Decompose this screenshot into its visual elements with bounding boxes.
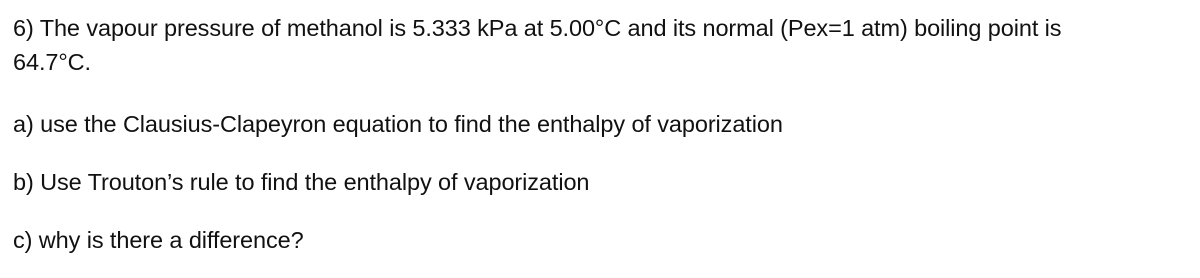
question-stem-line-1: 6) The vapour pressure of methanol is 5.333 kPa at 5.00°C and its normal (Pex=1 atm) boiling point is: [13, 15, 1062, 41]
question-part-b: b) Use Trouton’s rule to find the enthalpy of vaporization: [13, 169, 590, 195]
question-part-c: c) why is there a difference?: [13, 227, 304, 253]
question-stem-line-2: 64.7°C.: [13, 49, 91, 75]
question-part-a: a) use the Clausius-Clapeyron equation to find the enthalpy of vaporization: [13, 111, 783, 137]
